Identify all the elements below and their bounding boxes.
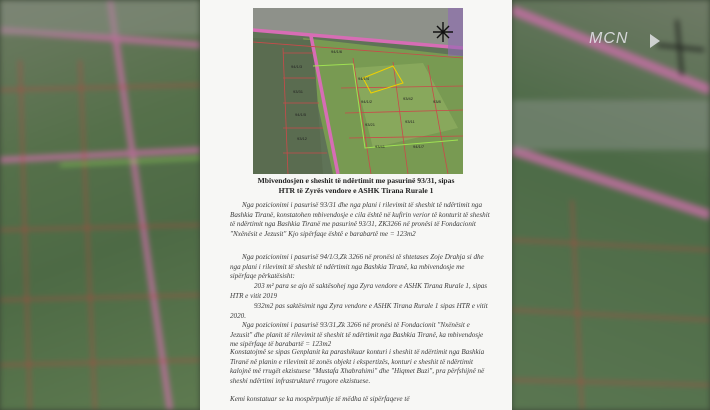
parcel-label: 94/1/3	[291, 64, 303, 69]
parcel-label: 93/12	[297, 136, 308, 141]
figure-caption	[224, 176, 488, 196]
paragraph: 932m2 pas saktësimit nga Zyra vendore e ASHK Tirana Rurale 1 sipas HTR e vitit 2020.	[230, 302, 488, 320]
caption-line-1: Mbivendosjen e sheshit të ndërtimit me pasurinë 93/31, sipas	[257, 176, 455, 185]
parcel-label: 94/1/7	[413, 144, 425, 149]
watermark-play-icon	[650, 34, 660, 48]
video-background-left	[0, 0, 200, 410]
parcel-label: 94/1/6	[331, 49, 343, 54]
blurred-map-right	[512, 0, 710, 410]
parcel-label: 93/42	[403, 96, 414, 101]
paragraph: Konstatojmë se sipas Genplanit ka parashikuar konturi i sheshit të ndërtimit nga Bashkia Tiranë në planin e rilevimit të zonës objekt i ekspertizës, konturi e sheshit të ndërtimit kalojnë më rrugët ekzistuese "Mustafa Xhabrahimi" dhe "Hiqmet Buzi", pra përfshijnë në sheshi ndërtimi infrastrukturë rrugore ekzistuese.	[230, 348, 485, 386]
parcel-label: 93/8	[433, 99, 441, 104]
blurred-map-left	[0, 0, 200, 410]
paragraph: Nga pozicionimi i pasurisë 93/31,Zk 3266 në pronësi të Fondacionit "Nxënësit e Jezusit" dhe planit të rilevimit të sheshit të ndërtimit nga Bashkia Tiranë, ka mbivendosje me sipërfaqe të barabartë = 123m2	[230, 321, 484, 349]
parcel-label: 93/21	[365, 122, 376, 127]
video-background-right	[512, 0, 710, 410]
parcel-label: 94/1/5	[295, 112, 307, 117]
parcel-label: 94/1/4	[358, 76, 370, 81]
paragraph: Kemi konstatuar se ka mospërputhje të mëdha të sipërfaqeve të	[230, 395, 410, 403]
parcel-label: 94/1/2	[361, 99, 373, 104]
channel-watermark: MCN	[589, 30, 629, 47]
paragraph: Nga pozicionimi i pasurisë 93/31 dhe nga plani i rilevimit të sheshit të ndërtimit nga Bashkia Tiranë, konstatohen mbivendosje e cila është në kufirin verior të konturit të sheshit të ndërtimit nga Bashkia Tiranë me pasurinë 93/31, ZK3266 në pronësi të Fondacionit "Nxënësit e Jezusit" Kjo sipërfaqe është e barabartë me = 123m2	[230, 201, 490, 239]
parcel-label: 93/11	[405, 119, 415, 124]
cadastral-map-image	[253, 8, 463, 174]
paragraph: Nga pozicionimi i pasurisë 94/1/3,Zk 3266 në pronësi të shtetases Zoje Drahja si dhe nga plani i rilevimit të sheshit të ndërtimit nga Bashkia Tiranë, ka mbivendosje me sipërfaqe përkatësisht:	[230, 253, 484, 281]
parcel-label: 93/31	[293, 89, 304, 94]
parcel-label: 93/41	[375, 144, 386, 149]
paragraph: 203 m² para se ajo të saktësohej nga Zyra vendore e ASHK Tirana Rurale 1, sipas HTR e vitit 2019	[230, 282, 488, 300]
caption-line-2: HTR të Zyrës vendore e ASHK Tirana Rurale 1	[278, 186, 434, 195]
document-page	[200, 0, 512, 410]
